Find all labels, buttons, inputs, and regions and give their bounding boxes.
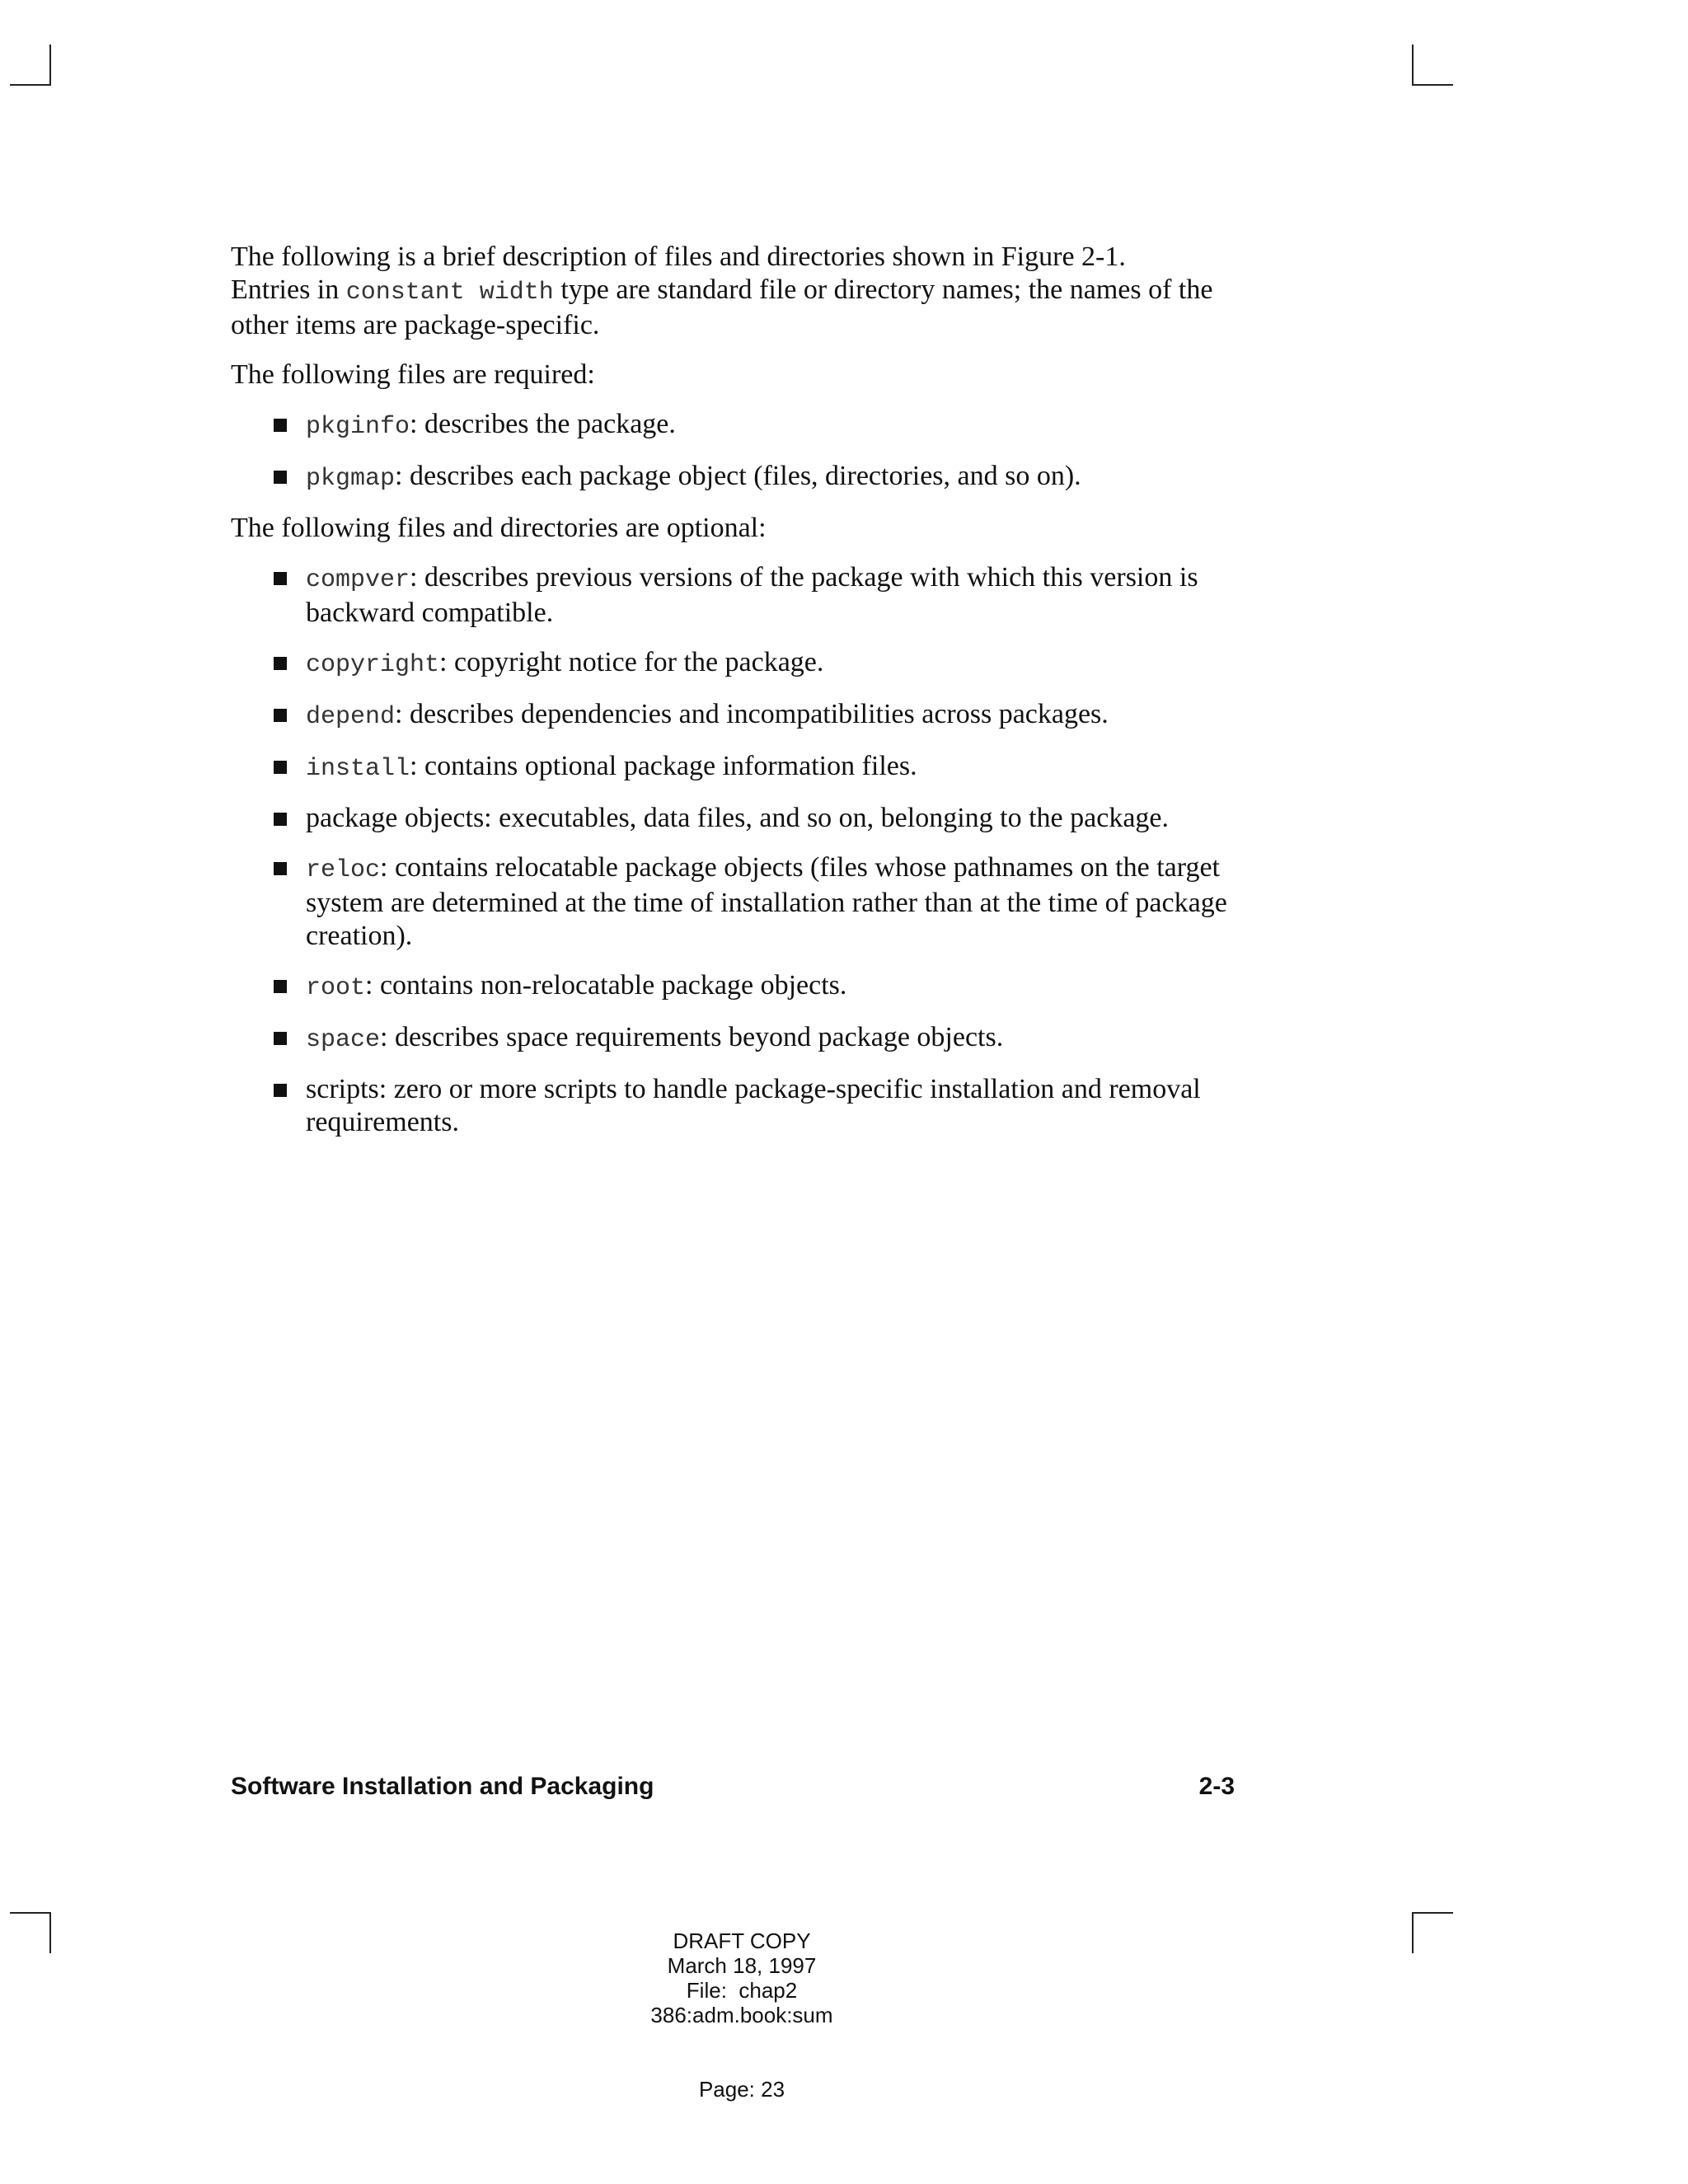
item-filename: install xyxy=(306,755,410,783)
footer-book-title: Software Installation and Packaging xyxy=(231,1773,654,1800)
item-description: : contains relocatable package objects (files whose pathnames on the target system are determined at the time of installation rather than at the time of package creation). xyxy=(306,852,1227,951)
item-description: : describes dependencies and incompatibilities across packages. xyxy=(395,699,1109,729)
square-bullet-icon xyxy=(274,657,287,670)
square-bullet-icon xyxy=(274,709,287,722)
square-bullet-icon xyxy=(274,1084,287,1097)
square-bullet-icon xyxy=(274,980,287,993)
draft-book-path: 386:adm.book:sum xyxy=(650,2003,833,2027)
item-description: package objects: executables, data files, and so on, belonging to the package. xyxy=(306,803,1170,833)
item-description: : describes the package. xyxy=(410,409,676,439)
square-bullet-icon xyxy=(274,572,287,585)
optional-heading: The following files and directories are optional: xyxy=(231,513,767,543)
item-description: : contains non-relocatable package objects. xyxy=(365,970,847,1001)
square-bullet-icon xyxy=(274,862,287,875)
draft-file: File: chap2 xyxy=(686,1978,798,2003)
intro-entries-suffix: type are standard file or directory names; the names of the other items are package-specific. xyxy=(231,274,1213,340)
square-bullet-icon xyxy=(274,1032,287,1045)
crop-mark-top-right xyxy=(1412,45,1453,86)
list-item xyxy=(231,851,1245,953)
item-description: : describes previous versions of the package with which this version is backward compatible. xyxy=(306,562,1198,628)
intro-line-1: The following is a brief description of files and directories shown in Figure 2-1. xyxy=(231,241,1126,272)
required-list xyxy=(231,408,1245,495)
intro-paragraph xyxy=(231,241,1245,342)
list-item xyxy=(231,802,1245,835)
optional-list xyxy=(231,561,1245,1139)
list-item xyxy=(231,969,1245,1005)
list-item xyxy=(231,561,1245,630)
square-bullet-icon xyxy=(274,813,287,826)
intro-entries-prefix: Entries in xyxy=(231,274,346,305)
item-filename: pkginfo xyxy=(306,413,410,441)
required-heading: The following files are required: xyxy=(231,359,595,390)
item-filename: space xyxy=(306,1026,381,1054)
item-filename: compver xyxy=(306,566,410,594)
item-description: : copyright notice for the package. xyxy=(439,647,824,677)
item-filename: root xyxy=(306,974,366,1002)
item-filename: reloc xyxy=(306,856,381,884)
crop-mark-bottom-right xyxy=(1412,1912,1453,1953)
footer-page-ref: 2-3 xyxy=(1198,1773,1235,1800)
item-filename: copyright xyxy=(306,651,440,679)
list-item xyxy=(231,408,1245,443)
square-bullet-icon xyxy=(274,471,287,484)
item-filename: depend xyxy=(306,703,396,731)
list-item xyxy=(231,460,1245,495)
list-item xyxy=(231,750,1245,785)
list-item xyxy=(231,1073,1245,1139)
item-description: : describes space requirements beyond package objects. xyxy=(380,1022,1004,1052)
list-item xyxy=(231,698,1245,733)
square-bullet-icon xyxy=(274,419,287,432)
draft-date: March 18, 1997 xyxy=(667,1953,817,1978)
item-description: : contains optional package information files. xyxy=(410,751,917,781)
crop-mark-top-left xyxy=(10,45,51,86)
item-description: : describes each package object (files, directories, and so on). xyxy=(395,461,1081,491)
crop-mark-bottom-left xyxy=(10,1912,51,1953)
item-description: scripts: zero or more scripts to handle package-specific installation and removal requirements. xyxy=(306,1074,1201,1137)
page-body xyxy=(231,241,1245,1155)
draft-page-number: Page: 23 xyxy=(698,2077,785,2102)
list-item xyxy=(231,646,1245,682)
draft-stamp xyxy=(577,1929,907,2027)
square-bullet-icon xyxy=(274,761,287,774)
item-filename: pkgmap xyxy=(306,465,396,493)
draft-copy-label: DRAFT COPY xyxy=(673,1929,811,1953)
intro-entries-mono: constant width xyxy=(345,279,554,307)
list-item xyxy=(231,1021,1245,1057)
